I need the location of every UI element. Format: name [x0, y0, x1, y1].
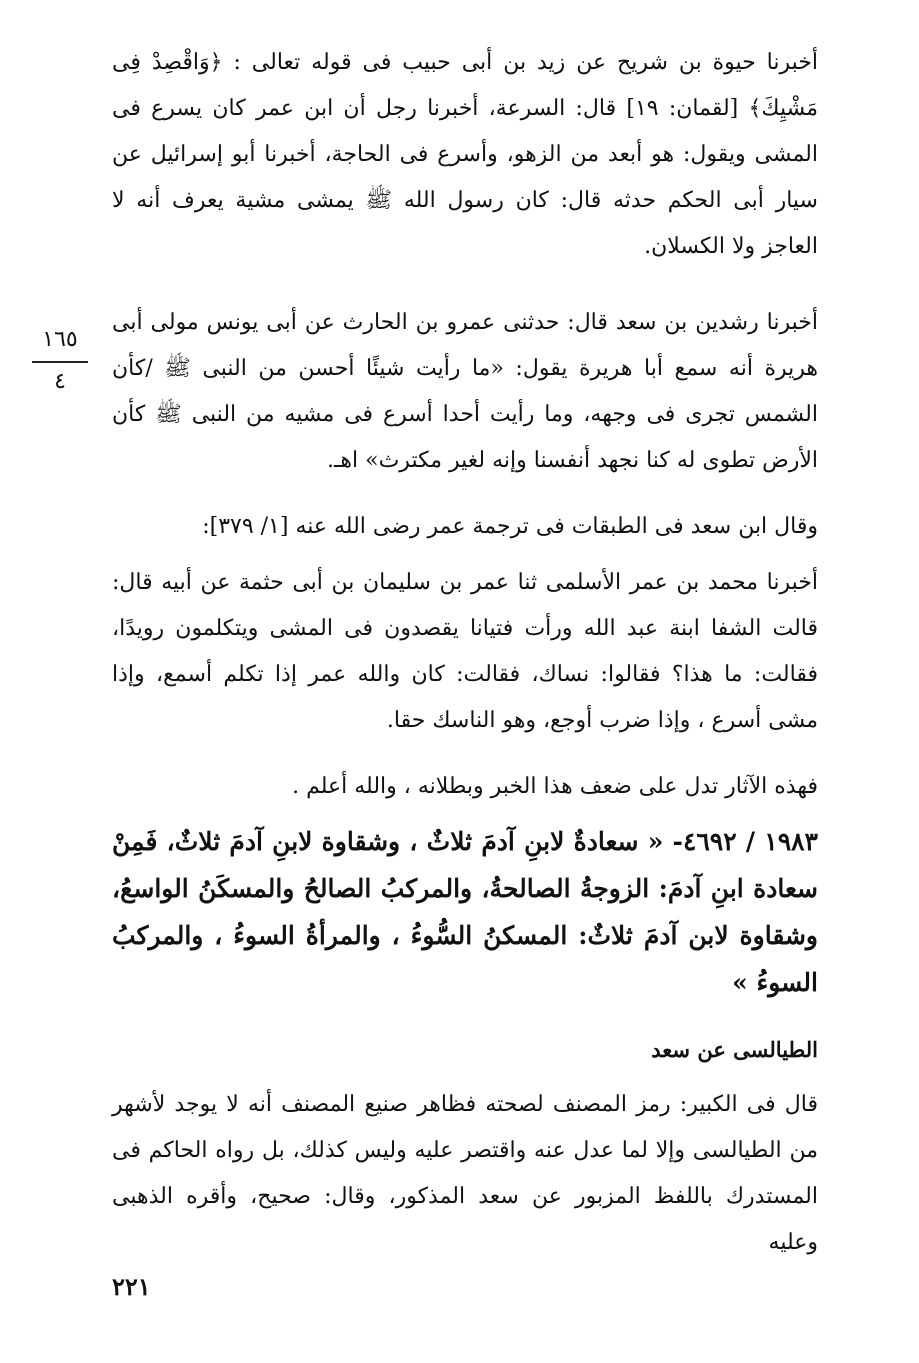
paragraph-2: [112, 300, 818, 484]
hadith-block: [112, 818, 818, 1006]
paragraph-text: أخبرنا محمد بن عمر الأسلمى ثنا عمر بن سليمان بن أبى حثمة عن أبيه قال: قالت الشفا ابنة عبد الله ورأت فتيانا يقصدون فى المشى ويتكلمون رويدًا، فقالت: ما هذا؟ فقالوا: نساك، فقالت: كان والله عمر إذا تكلم أسمع، وإذا مشى أسرع ، وإذا ضرب أوجع، وهو الناسك حقا.: [112, 570, 818, 733]
margin-volume-number: ٤: [54, 369, 66, 394]
paragraph-text: وقال ابن سعد فى الطبقات فى ترجمة عمر رضى الله عنه [١/ ٣٧٩]:: [202, 514, 818, 539]
page-number: ٢٢١: [112, 1272, 151, 1301]
paragraph-text: أخبرنا حيوة بن شريح عن زيد بن أبى حبيب فى قوله تعالى : ﴿وَاقْصِدْ فِى مَشْيِكَ﴾ [لقمان: ١٩] قال: السرعة، أخبرنا رجل أن ابن عمر كان يسرع فى المشى ويقول: هو أبعد من الزهو، وأسرع فى الحاجة، أخبرنا أبو إسرائيل عن سيار أبى الحكم حدثه قال: كان رسول الله ﷺ يمشى مشية يعرف أنه لا العاجز ولا الكسلان.: [112, 50, 818, 259]
paragraph-5: [112, 764, 818, 810]
paragraph-text: فهذه الآثار تدل على ضعف هذا الخبر وبطلانه ، والله أعلم .: [292, 774, 818, 799]
commentary-block: [112, 1082, 818, 1266]
commentary-text: قال فى الكبير: رمز المصنف لصحته فظاهر صنيع المصنف أنه لا يوجد لأشهر من الطيالسى وإلا لما عدل عنه واقتصر عليه وليس كذلك، بل رواه الحاكم فى المستدرك باللفظ المزبور عن سعد المذكور، وقال: صحيح، وأقره الذهبى وعليه: [112, 1092, 818, 1255]
source-heading-block: [112, 1030, 818, 1070]
margin-page-reference: [28, 325, 92, 397]
paragraph-1: [112, 40, 818, 270]
hadith-text: ١٩٨٣ / ٤٦٩٢- « سعادةٌ لابنِ آدمَ ثلاثٌ ، وشقاوة لابنِ آدمَ ثلاثٌ، فَمِنْ سعادة ابنِ آدمَ: الزوجةُ الصالحةُ، والمركبُ الصالحُ والمسكَنُ الواسعُ، وشقاوة لابن آدمَ ثلاثٌ: المسكنُ السُّوءُ ، والمرأةُ السوءُ ، والمركبُ السوءُ »: [112, 827, 818, 997]
margin-volume-page: ١٦٥: [42, 327, 78, 352]
paragraph-4: [112, 560, 818, 744]
paragraph-text: أخبرنا رشدين بن سعد قال: حدثنى عمرو بن الحارث عن أبى يونس مولى أبى هريرة أنه سمع أبا هريرة يقول: «ما رأيت شيئًا أحسن من النبى ﷺ /كأن الشمس تجرى فى وجهه، وما رأيت أحدا أسرع فى مشيه من النبى ﷺ كأن الأرض تطوى له كنا نجهد أنفسنا وإنه لغير مكترث» اهـ.: [112, 310, 818, 473]
margin-divider: [32, 361, 88, 363]
source-heading: الطيالسى عن سعد: [651, 1037, 818, 1062]
paragraph-3: [112, 504, 818, 550]
